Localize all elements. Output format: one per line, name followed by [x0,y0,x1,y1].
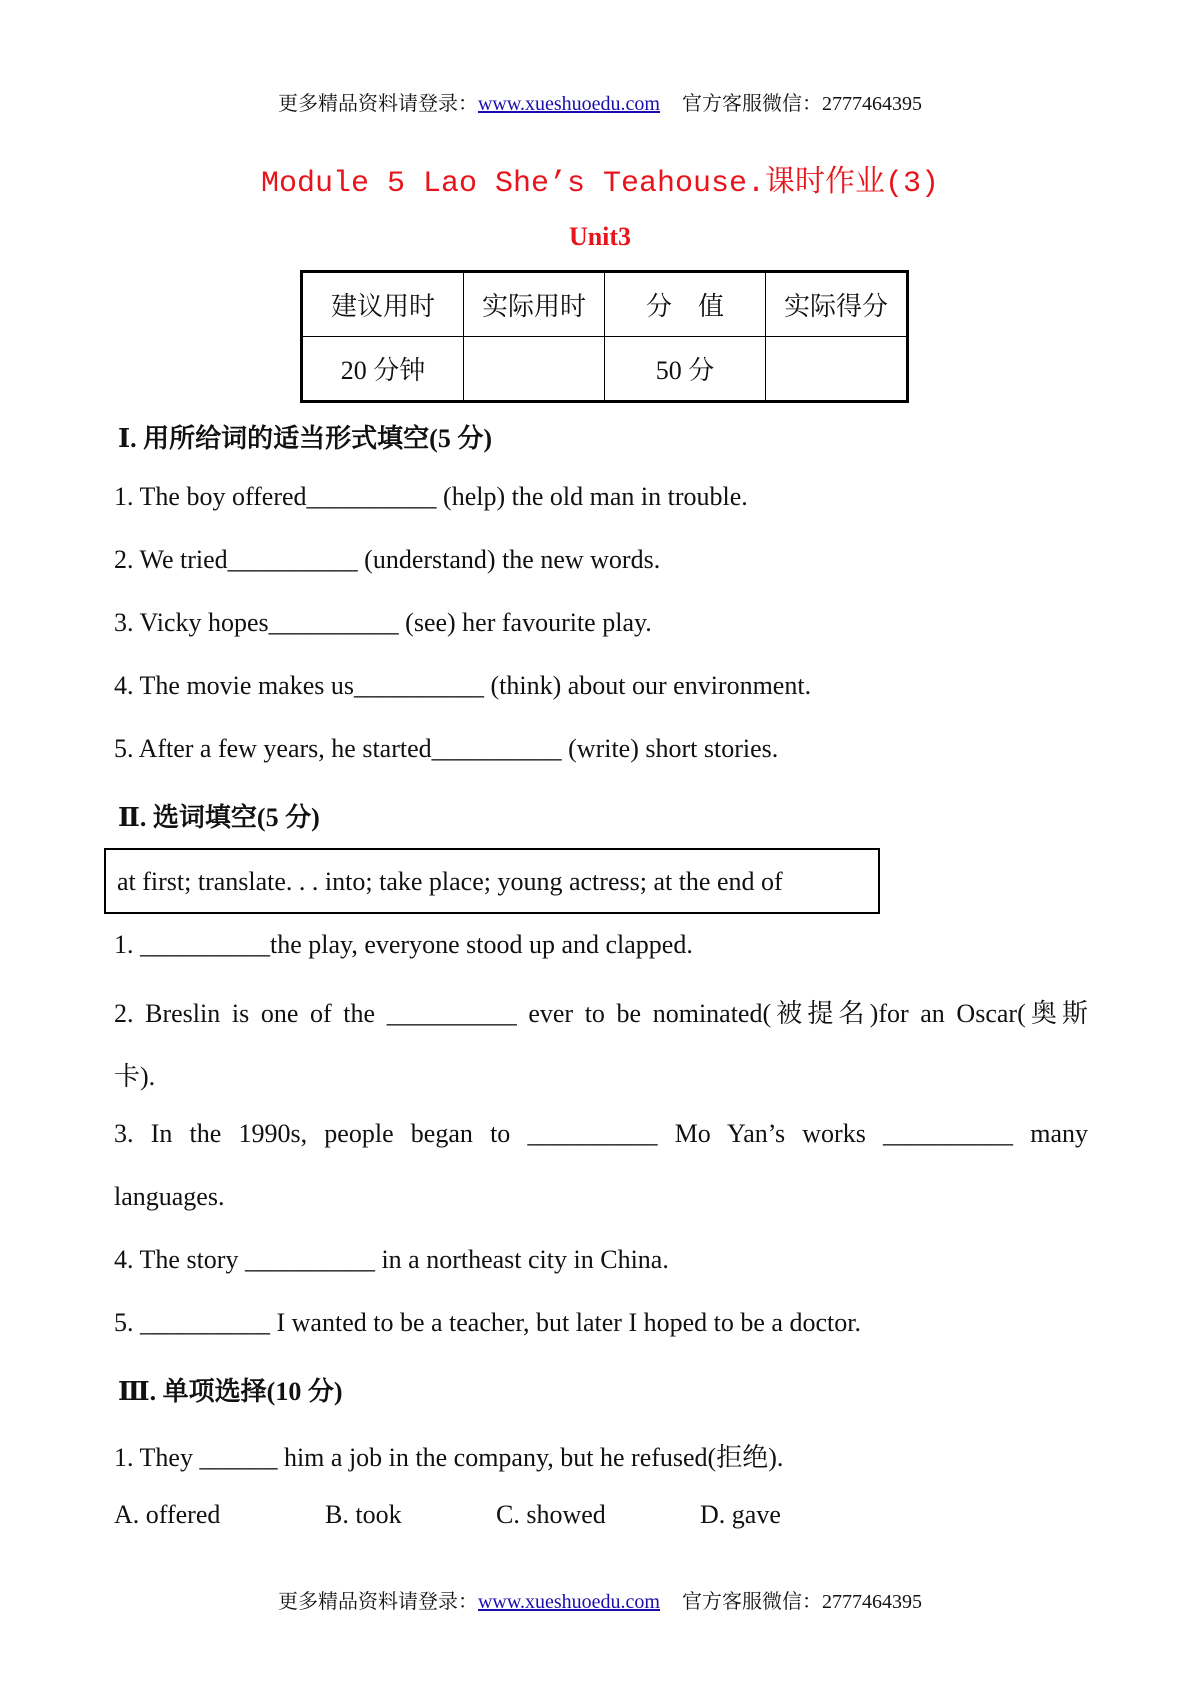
header-prefix: 更多精品资料请登录： [277,93,478,115]
header-service: 官方客服微信：2777464395 [682,93,922,115]
option-a: A. offered [114,1500,221,1529]
document-title: Module 5 Lao She’s Teahouse.课时作业(3) [260,167,940,201]
unit-label: Unit3 [568,222,632,251]
footer-prefix: 更多精品资料请登录： [277,1591,478,1613]
section3-title: Ⅲ. 单项选择(10 分) [118,1377,343,1406]
score-table-value-row [302,337,908,402]
value-cell-points: 50 分 [605,337,766,402]
value-cell-suggested-time: 20 分钟 [302,337,464,402]
footer-link[interactable]: www.xueshuoedu.com [477,1591,660,1613]
header-cell-actual-score: 实际得分 [766,272,908,337]
header-link[interactable]: www.xueshuoedu.com [477,93,660,115]
word-bank-box: at first; translate. . . into; take place; young actress; at the end of [104,848,880,914]
header-cell-suggested-time: 建议用时 [302,272,464,337]
page-footer [0,1585,1200,1614]
section1-item-4: 4. The movie makes us__________ (think) about our environment. [114,671,812,700]
section2-item-5: 5. __________ I wanted to be a teacher, but later I hoped to be a doctor. [114,1308,861,1337]
section2-item-4: 4. The story __________ in a northeast city in China. [114,1245,669,1274]
section1-title: Ⅰ. 用所给词的适当形式填空(5 分) [118,424,492,453]
section2-item-3: 3. In the 1990s, people began to __________ Mo Yan’s works __________ many [114,1119,1088,1148]
section2-item-3-cont: languages. [114,1182,225,1211]
value-cell-actual-time[interactable] [464,337,605,402]
value-cell-actual-score[interactable] [766,337,908,402]
section1-item-2: 2. We tried__________ (understand) the new words. [114,545,661,574]
section2-item-2-cont: 卡). [114,1062,156,1091]
section2-title: Ⅱ. 选词填空(5 分) [118,803,320,832]
score-table [300,270,909,403]
section1-item-1: 1. The boy offered__________ (help) the old man in trouble. [114,482,748,511]
option-d: D. gave [700,1500,781,1529]
footer-service: 官方客服微信：2777464395 [682,1591,922,1613]
section1-item-5: 5. After a few years, he started__________ (write) short stories. [114,734,779,763]
header-cell-actual-time: 实际用时 [464,272,605,337]
option-c: C. showed [496,1500,606,1529]
section2-item-1: 1. __________the play, everyone stood up and clapped. [114,930,693,959]
score-table-header-row [302,272,908,337]
section3-question-1: 1. They ______ him a job in the company, but he refused(拒绝). [114,1443,784,1472]
header-cell-points: 分 值 [605,272,766,337]
page-header [0,87,1200,116]
option-b: B. took [325,1500,402,1529]
section1-item-3: 3. Vicky hopes__________ (see) her favourite play. [114,608,652,637]
section2-item-2: 2. Breslin is one of the __________ ever to be nominated(被提名)for an Oscar(奥斯 [114,999,1088,1028]
